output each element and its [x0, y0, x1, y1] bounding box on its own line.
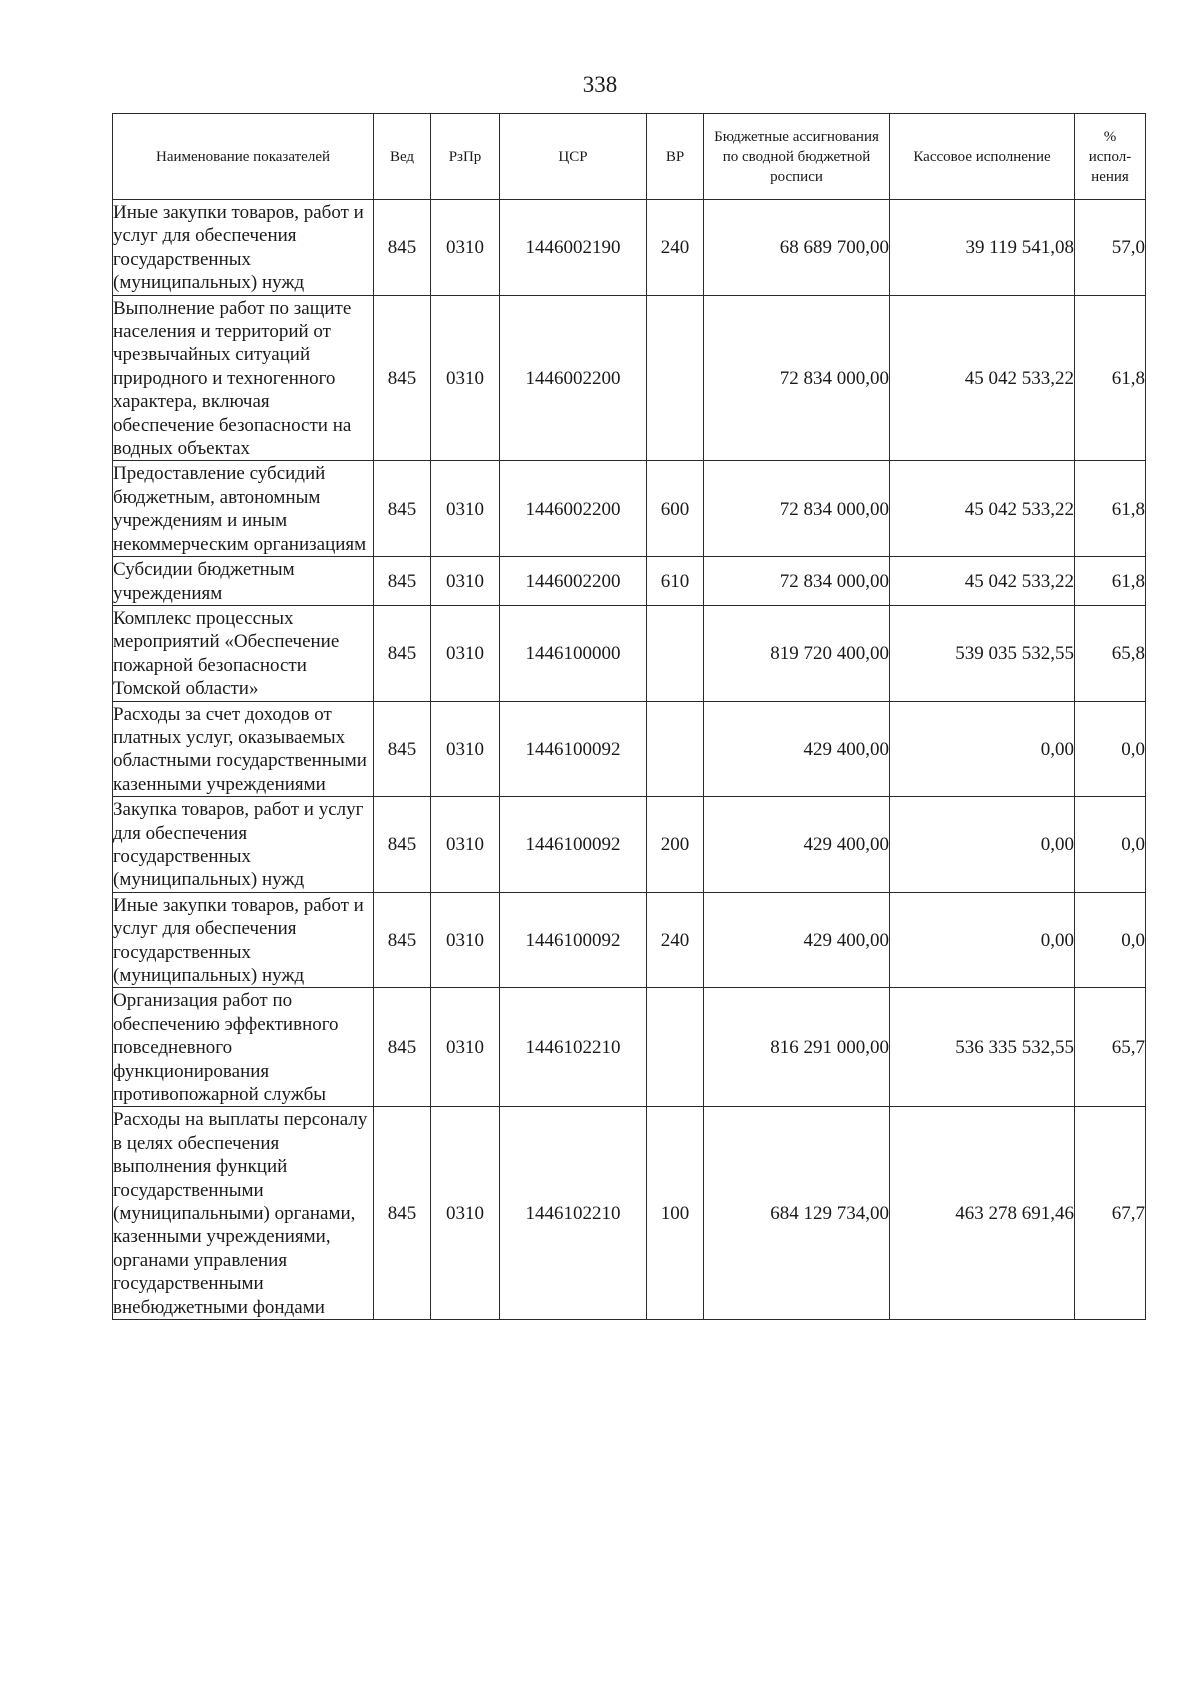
page-number: 338	[582, 72, 618, 97]
table-row	[113, 557, 1146, 606]
cell-rzpr: 0310	[431, 461, 500, 557]
cell-budget: 429 400,00	[704, 892, 890, 988]
cell-budget: 72 834 000,00	[704, 557, 890, 606]
table-row	[113, 988, 1146, 1107]
cell-rzpr: 0310	[431, 701, 500, 797]
cell-ved: 845	[374, 461, 431, 557]
budget-execution-table	[112, 113, 1146, 1320]
cell-ved: 845	[374, 988, 431, 1107]
cell-rzpr: 0310	[431, 605, 500, 701]
cell-rzpr: 0310	[431, 988, 500, 1107]
table-row	[113, 701, 1146, 797]
cell-csr: 1446002200	[500, 461, 647, 557]
cell-name: Предоставление субсидий бюджетным, автономным учреждениям и иным некоммерческим организациям	[113, 461, 374, 557]
cell-ved: 845	[374, 557, 431, 606]
cell-csr: 1446102210	[500, 1107, 647, 1320]
cell-vr: 600	[647, 461, 704, 557]
cell-ved: 845	[374, 892, 431, 988]
cell-ved: 845	[374, 295, 431, 461]
cell-percent: 67,7	[1075, 1107, 1146, 1320]
header-budget: Бюджетные ассигнования по сводной бюджетной росписи	[704, 114, 890, 200]
cell-cash: 45 042 533,22	[890, 295, 1075, 461]
cell-rzpr: 0310	[431, 295, 500, 461]
cell-budget: 429 400,00	[704, 797, 890, 893]
cell-name: Расходы на выплаты персоналу в целях обеспечения выполнения функций государственными (муниципальными) органами, казенными учреждениями, органами управления государственными внебюджетными фондами	[113, 1107, 374, 1320]
cell-name: Закупка товаров, работ и услуг для обеспечения государственных (муниципальных) нужд	[113, 797, 374, 893]
cell-ved: 845	[374, 701, 431, 797]
header-name: Наименование показателей	[113, 114, 374, 200]
header-percent: % испол-нения	[1075, 114, 1146, 200]
table-header-row	[113, 114, 1146, 200]
table-row	[113, 295, 1146, 461]
cell-name: Комплекс процессных мероприятий «Обеспечение пожарной безопасности Томской области»	[113, 605, 374, 701]
table-row	[113, 1107, 1146, 1320]
cell-cash: 0,00	[890, 797, 1075, 893]
cell-vr	[647, 988, 704, 1107]
cell-csr: 1446002190	[500, 200, 647, 296]
cell-ved: 845	[374, 797, 431, 893]
table-row	[113, 605, 1146, 701]
header-cash: Кассовое исполнение	[890, 114, 1075, 200]
cell-budget: 429 400,00	[704, 701, 890, 797]
cell-rzpr: 0310	[431, 892, 500, 988]
cell-ved: 845	[374, 1107, 431, 1320]
table-row	[113, 892, 1146, 988]
cell-cash: 45 042 533,22	[890, 461, 1075, 557]
cell-cash: 39 119 541,08	[890, 200, 1075, 296]
cell-percent: 65,7	[1075, 988, 1146, 1107]
table-row	[113, 461, 1146, 557]
cell-ved: 845	[374, 605, 431, 701]
cell-cash: 463 278 691,46	[890, 1107, 1075, 1320]
cell-percent: 57,0	[1075, 200, 1146, 296]
table-row	[113, 797, 1146, 893]
cell-name: Иные закупки товаров, работ и услуг для обеспечения государственных (муниципальных) нужд	[113, 200, 374, 296]
cell-vr: 610	[647, 557, 704, 606]
cell-budget: 816 291 000,00	[704, 988, 890, 1107]
header-vr: ВР	[647, 114, 704, 200]
cell-csr: 1446002200	[500, 295, 647, 461]
cell-rzpr: 0310	[431, 797, 500, 893]
cell-vr	[647, 701, 704, 797]
cell-rzpr: 0310	[431, 1107, 500, 1320]
cell-csr: 1446100092	[500, 892, 647, 988]
cell-name: Субсидии бюджетным учреждениям	[113, 557, 374, 606]
cell-name: Организация работ по обеспечению эффективного повседневного функционирования противопожарной службы	[113, 988, 374, 1107]
cell-ved: 845	[374, 200, 431, 296]
cell-vr: 240	[647, 892, 704, 988]
cell-budget: 819 720 400,00	[704, 605, 890, 701]
cell-csr: 1446100000	[500, 605, 647, 701]
header-ved: Вед	[374, 114, 431, 200]
cell-percent: 0,0	[1075, 892, 1146, 988]
header-rzpr: РзПр	[431, 114, 500, 200]
cell-budget: 68 689 700,00	[704, 200, 890, 296]
cell-percent: 0,0	[1075, 701, 1146, 797]
cell-budget: 72 834 000,00	[704, 295, 890, 461]
cell-csr: 1446100092	[500, 797, 647, 893]
cell-cash: 45 042 533,22	[890, 557, 1075, 606]
cell-cash: 536 335 532,55	[890, 988, 1075, 1107]
cell-cash: 0,00	[890, 701, 1075, 797]
cell-rzpr: 0310	[431, 200, 500, 296]
cell-csr: 1446102210	[500, 988, 647, 1107]
cell-vr: 100	[647, 1107, 704, 1320]
cell-name: Выполнение работ по защите населения и территорий от чрезвычайных ситуаций природного и техногенного характера, включая обеспечение безопасности на водных объектах	[113, 295, 374, 461]
cell-cash: 539 035 532,55	[890, 605, 1075, 701]
table-row	[113, 200, 1146, 296]
cell-percent: 61,8	[1075, 295, 1146, 461]
cell-percent: 61,8	[1075, 461, 1146, 557]
cell-percent: 0,0	[1075, 797, 1146, 893]
header-csr: ЦСР	[500, 114, 647, 200]
cell-csr: 1446002200	[500, 557, 647, 606]
cell-budget: 684 129 734,00	[704, 1107, 890, 1320]
cell-vr	[647, 295, 704, 461]
cell-percent: 65,8	[1075, 605, 1146, 701]
cell-budget: 72 834 000,00	[704, 461, 890, 557]
cell-cash: 0,00	[890, 892, 1075, 988]
cell-vr	[647, 605, 704, 701]
cell-name: Иные закупки товаров, работ и услуг для обеспечения государственных (муниципальных) нужд	[113, 892, 374, 988]
cell-csr: 1446100092	[500, 701, 647, 797]
cell-rzpr: 0310	[431, 557, 500, 606]
cell-vr: 200	[647, 797, 704, 893]
cell-percent: 61,8	[1075, 557, 1146, 606]
cell-vr: 240	[647, 200, 704, 296]
cell-name: Расходы за счет доходов от платных услуг, оказываемых областными государственными казенными учреждениями	[113, 701, 374, 797]
